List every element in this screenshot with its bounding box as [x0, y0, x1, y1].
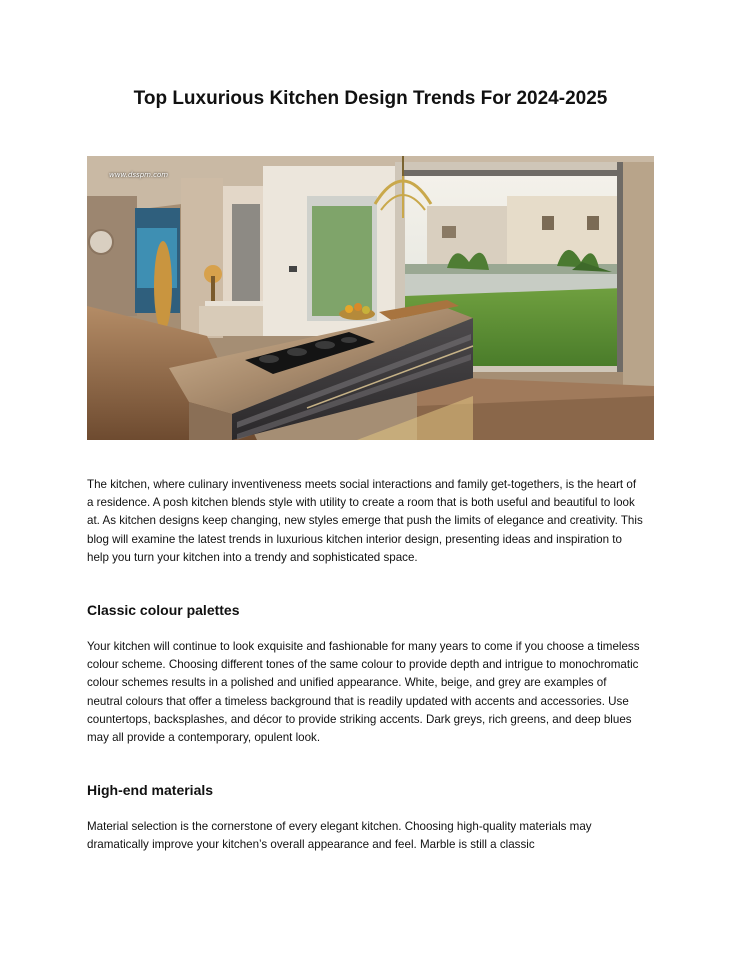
- image-watermark: www.dsspm.com: [109, 171, 169, 179]
- section-body-materials: Material selection is the cornerstone of every elegant kitchen. Choosing high-quality materials may dramatically improve your kitchen’s overall appearance and feel. Marble is still a classic: [87, 820, 592, 852]
- section-heading-materials: High-end materials: [87, 782, 214, 798]
- section-heading-colour-palettes: Classic colour palettes: [87, 602, 240, 618]
- kitchen-illustration: [87, 156, 654, 440]
- intro-paragraph: The kitchen, where culinary inventiveness meets social interactions and family get-togethers, is the heart of a residence. A posh kitchen blends style with utility to create a room that is both useful and beautiful to look at. As kitchen designs keep changing, new styles emerge that push the limits of elegance and creativity. This blog will examine the latest trends in luxurious kitchen interior design, presenting ideas and inspiration to help you turn your kitchen into a trendy and sophisticated space.: [87, 478, 643, 564]
- section-body-colour-palettes: Your kitchen will continue to look exquisite and fashionable for many years to come if you choose a timeless colour scheme. Choosing different tones of the same colour to provide depth and intrigue to monochromatic colour schemes results in a polished and unified appearance. White, beige, and grey are examples of neutral colours that offer a timeless background that is readily updated with accents and accessories. Use countertops, backsplashes, and décor to provide striking accents. Dark greys, rich greens, and deep blues may all provide a contemporary, opulent look.: [87, 640, 640, 745]
- kitchen-photo: [87, 156, 654, 440]
- page-title: Top Luxurious Kitchen Design Trends For 2024-2025: [133, 88, 608, 109]
